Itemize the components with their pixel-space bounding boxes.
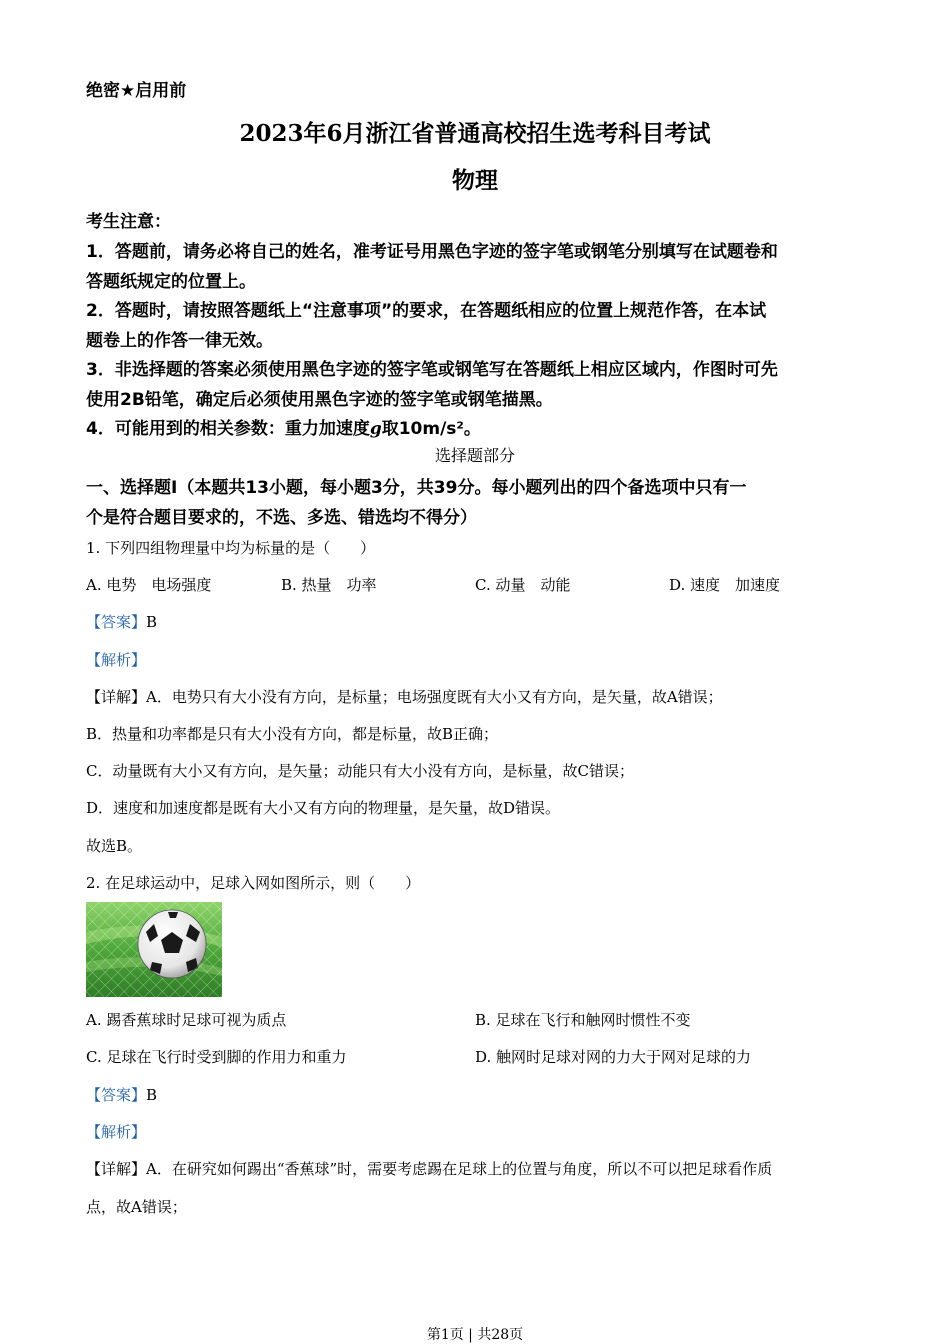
section-part-title: 选择题部分: [434, 446, 515, 465]
q1-analysis-label: 【解析】: [86, 651, 147, 669]
soccer-ball-net-image: [86, 902, 222, 997]
q1-detail-d: D．速度和加速度都是既有大小又有方向的物理量，是矢量，故D错误。: [86, 799, 561, 817]
notice-item-4-suffix: 取10m/s²。: [381, 419, 481, 439]
q2-detail-a-text: A．在研究如何踢出“香蕉球”时，需要考虑踢在足球上的位置与角度，所以不可以把足球看作质: [146, 1160, 773, 1178]
q2-detail-a-line-1: [86, 1158, 772, 1179]
notice-item-4-prefix: 4．可能用到的相关参数：重力加速度: [86, 419, 370, 439]
notice-heading: 考生注意：: [86, 212, 171, 232]
notice-item-1-line-1: 1．答题前，请务必将自己的姓名，准考证号用黑色字迹的签字笔或钢笔分别填写在试题卷和: [86, 242, 778, 262]
secret-label: 绝密★启用前: [86, 81, 187, 101]
page-footer: 第1页 | 共28页: [426, 1327, 524, 1343]
gravity-symbol: g: [369, 419, 382, 439]
notice-item-3-line-2: 使用2B铅笔，确定后必须使用黑色字迹的签字笔或钢笔描黑。: [86, 390, 553, 410]
q1-detail-a: [86, 686, 723, 707]
q1-detail-a-text: A．电势只有大小没有方向，是标量；电场强度既有大小又有方向，是矢量，故A错误；: [146, 688, 723, 706]
exam-title: 2023年6月浙江省普通高校招生选考科目考试: [239, 120, 711, 147]
q2-answer-label: 【答案】: [86, 1086, 147, 1104]
q2-detail-label: 【详解】: [86, 1160, 147, 1178]
q2-answer: [86, 1084, 157, 1105]
q2-option-c: C. 足球在飞行时受到脚的作用力和重力: [86, 1048, 347, 1066]
notice-item-3-line-1: 3．非选择题的答案必须使用黑色字迹的签字笔或钢笔写在答题纸上相应区域内，作图时可先: [86, 360, 778, 380]
q2-stem: 2. 在足球运动中，足球入网如图所示，则（ ）: [86, 874, 421, 892]
q2-detail-a-line-2: 点，故A错误；: [86, 1198, 187, 1216]
section-heading-line-1: 一、选择题Ⅰ（本题共13小题，每小题3分，共39分。每小题列出的四个备选项中只有一: [86, 478, 747, 498]
q1-detail-label: 【详解】: [86, 688, 147, 706]
notice-item-2-line-1: 2．答题时，请按照答题纸上“注意事项”的要求，在答题纸相应的位置上规范作答，在本试: [86, 301, 767, 321]
q1-option-c: C. 动量 动能: [475, 576, 571, 594]
q2-analysis-label: 【解析】: [86, 1123, 147, 1141]
q1-answer-value: B: [146, 613, 158, 631]
notice-item-2-line-2: 题卷上的作答一律无效。: [86, 331, 273, 351]
subject-title: 物理: [452, 167, 498, 194]
q1-stem: 1. 下列四组物理量中均为标量的是（ ）: [86, 539, 376, 557]
q2-answer-value: B: [146, 1086, 158, 1104]
q1-detail-c: C．动量既有大小又有方向，是矢量；动能只有大小没有方向，是标量，故C错误；: [86, 762, 634, 780]
q1-answer: [86, 611, 157, 632]
q2-option-b: B. 足球在飞行和触网时惯性不变: [475, 1011, 691, 1029]
q1-option-a: A. 电势 电场强度: [86, 576, 212, 594]
q1-option-b: B. 热量 功率: [281, 576, 377, 594]
notice-item-4: [86, 414, 481, 439]
q2-option-a: A. 踢香蕉球时足球可视为质点: [86, 1011, 287, 1029]
notice-item-1-line-2: 答题纸规定的位置上。: [86, 272, 256, 292]
q2-option-d: D. 触网时足球对网的力大于网对足球的力: [475, 1048, 752, 1066]
q1-conclusion: 故选B。: [86, 837, 143, 855]
q1-detail-b: B．热量和功率都是只有大小没有方向，都是标量，故B正确；: [86, 725, 499, 743]
q1-option-d: D. 速度 加速度: [669, 576, 781, 594]
section-heading-line-2: 个是符合题目要求的，不选、多选、错选均不得分）: [86, 508, 477, 528]
q1-answer-label: 【答案】: [86, 613, 147, 631]
